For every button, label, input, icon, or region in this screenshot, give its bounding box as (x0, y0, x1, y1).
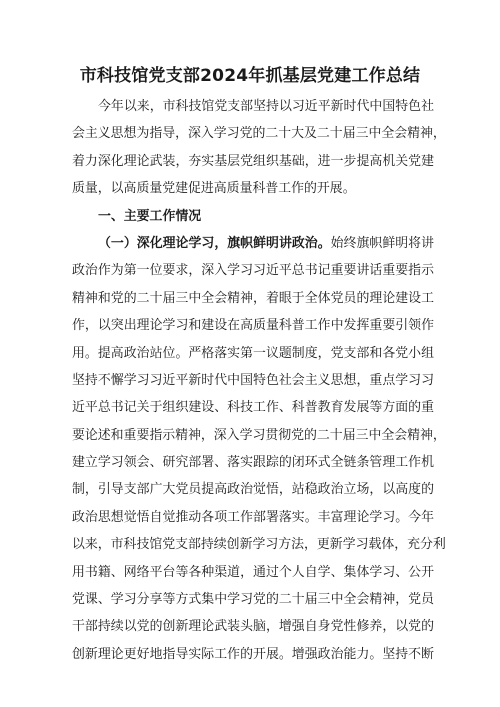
paragraph-line: 作，以突出理论学习和建设在高质量科普工作中发挥重要引领作 (72, 318, 434, 334)
subsection-first-line (72, 230, 434, 257)
intro-line: 会主义思想为指导，深入学习党的二十大及二十届三中全会精神， (72, 126, 446, 142)
paragraph-line: 政治思想觉悟自觉推动各项工作部署落实。丰富理论学习。今年 (72, 509, 434, 525)
paragraph-line: 用书籍、网络平台等各种渠道，通过个人自学、集体学习、公开 (72, 564, 434, 580)
intro-line: 今年以来，市科技馆党支部坚持以习近平新时代中国特色社 (98, 99, 434, 114)
paragraph-line: 以来，市科技馆党支部持续创新学习方法，更新学习载体，充分利 (72, 537, 446, 553)
document-body (72, 93, 446, 668)
paragraph-line: 用。提高政治站位。严格落实第一议题制度，党支部和各党小组 (72, 345, 434, 361)
document-title: 市科技馆党支部2024年抓基层党建工作总结 (79, 66, 421, 86)
paragraph-line: 制，引导支部广大党员提高政治觉悟，站稳政治立场，以高度的 (72, 482, 434, 498)
paragraph-line: 坚持不懈学习习近平新时代中国特色社会主义思想，重点学习习 (72, 372, 434, 388)
intro-line: 质量，以高质量党建促进高质量科普工作的开展。 (72, 181, 356, 197)
paragraph-line: 建立学习领会、研究部署、落实跟踪的闭环式全链条管理工作机 (72, 455, 434, 471)
intro-line: 着力深化理论武装，夯实基层党组织基础，进一步提高机关党建 (72, 153, 434, 169)
subsection-heading: （一）深化理论学习，旗帜鲜明讲政治。 (98, 235, 331, 251)
subsection-first-line-text: 始终旗帜鲜明将讲 (330, 235, 435, 251)
paragraph-line: 创新理论更好地指导实际工作的开展。增强政治能力。坚持不断 (72, 646, 434, 662)
paragraph-line: 干部持续以党的创新理论武装头脑，增强自身党性修养，以党的 (72, 619, 434, 635)
paragraph-line: 政治作为第一位要求，深入学习习近平总书记重要讲话重要指示 (72, 263, 434, 279)
paragraph-line: 近平总书记关于组织建设、科技工作、科普教育发展等方面的重 (72, 400, 434, 416)
paragraph-line: 精神和党的二十届三中全会精神，着眼于全体党员的理论建设工 (72, 290, 434, 306)
section-heading: 一、主要工作情况 (98, 208, 202, 224)
paragraph-line: 要论述和重要指示精神，深入学习贯彻党的二十届三中全会精神， (72, 427, 446, 443)
paragraph-line: 党课、学习分享等方式集中学习党的二十届三中全会精神，党员 (72, 592, 434, 608)
